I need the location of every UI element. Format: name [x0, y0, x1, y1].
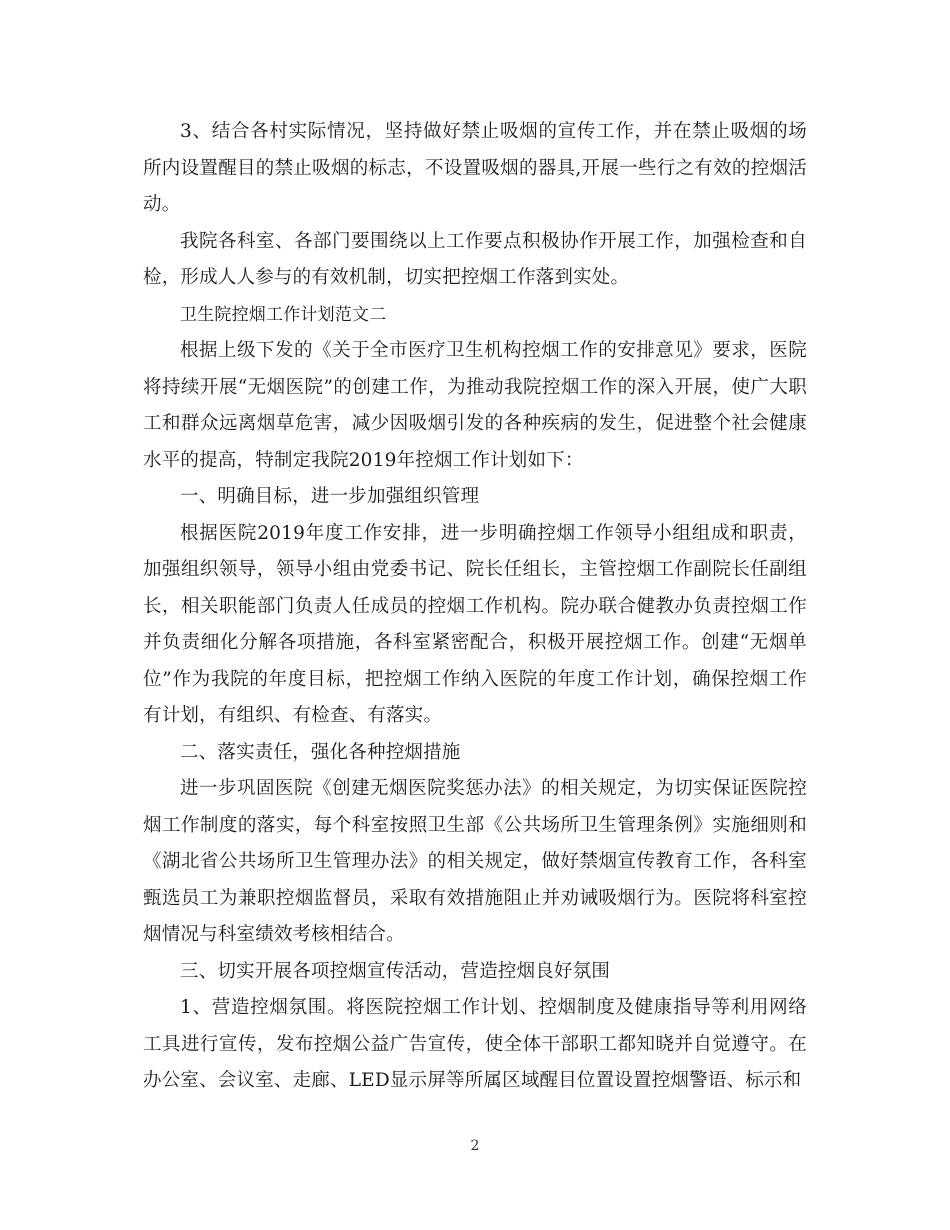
paragraph-summary: 我院各科室、各部门要围绕以上工作要点积极协作开展工作，加强检查和自检，形成人人参与的有效机制，切实把控烟工作落到实处。 — [143, 230, 807, 288]
heading-section-two: 二、落实责任，强化各种控烟措施 — [180, 741, 461, 763]
section-title-example-two: 卫生院控烟工作计划范文二 — [180, 304, 387, 325]
document-body — [143, 114, 807, 1100]
paragraph-item-3-conclusion: 3、结合各村实际情况，坚持做好禁止吸烟的宣传工作，并在禁止吸烟的场所内设置醒目的禁止吸烟的标志，不设置吸烟的器具,开展一些行之有效的控烟活动。 — [143, 121, 807, 215]
page-number: 2 — [470, 1138, 480, 1154]
paragraph-section-two: 进一步巩固医院《创建无烟医院奖惩办法》的相关规定，为切实保证医院控烟工作制度的落实，每个科室按照卫生部《公共场所卫生管理条例》实施细则和《湖北省公共场所卫生管理办法》的相关规定，做好禁烟宣传教育工作，各科室甄选员工为兼职控烟监督员，采取有效措施阻止并劝诫吸烟行为。医院将科室控烟情况与科室绩效考核相结合。 — [143, 778, 807, 945]
paragraph-section-one: 根据医院2019年度工作安排，进一步明确控烟工作领导小组组成和职责，加强组织领导，领导小组由党委书记、院长任组长，主管控烟工作副院长任副组长，相关职能部门负责人任成员的控烟工作机构。院办联合健教办负责控烟工作并负责细化分解各项措施，各科室紧密配合，积极开展控烟工作。创建“无烟单位”作为我院的年度目标，把控烟工作纳入医院的年度工作计划，确保控烟工作有计划，有组织、有检查、有落实。 — [143, 522, 807, 726]
paragraph-intro: 根据上级下发的《关于全市医疗卫生机构控烟工作的安排意见》要求，医院将持续开展“无烟医院”的创建工作，为推动我院控烟工作的深入开展，使广大职工和群众远离烟草危害，减少因吸烟引发的各种疾病的发生，促进整个社会健康水平的提高，特制定我院2019年控烟工作计划如下： — [143, 340, 807, 471]
paragraph-section-three-item-1: 1、营造控烟氛围。将医院控烟工作计划、控烟制度及健康指导等利用网络工具进行宣传，发布控烟公益广告宣传，使全体干部职工都知晓并自觉遵守。在办公室、会议室、走廊、LED显示屏等所属区域醒目位置设置控烟警语、标示和 — [143, 997, 807, 1091]
heading-section-three: 三、切实开展各项控烟宣传活动，营造控烟良好氛围 — [180, 960, 611, 982]
heading-section-one: 一、明确目标，进一步加强组织管理 — [180, 486, 480, 507]
